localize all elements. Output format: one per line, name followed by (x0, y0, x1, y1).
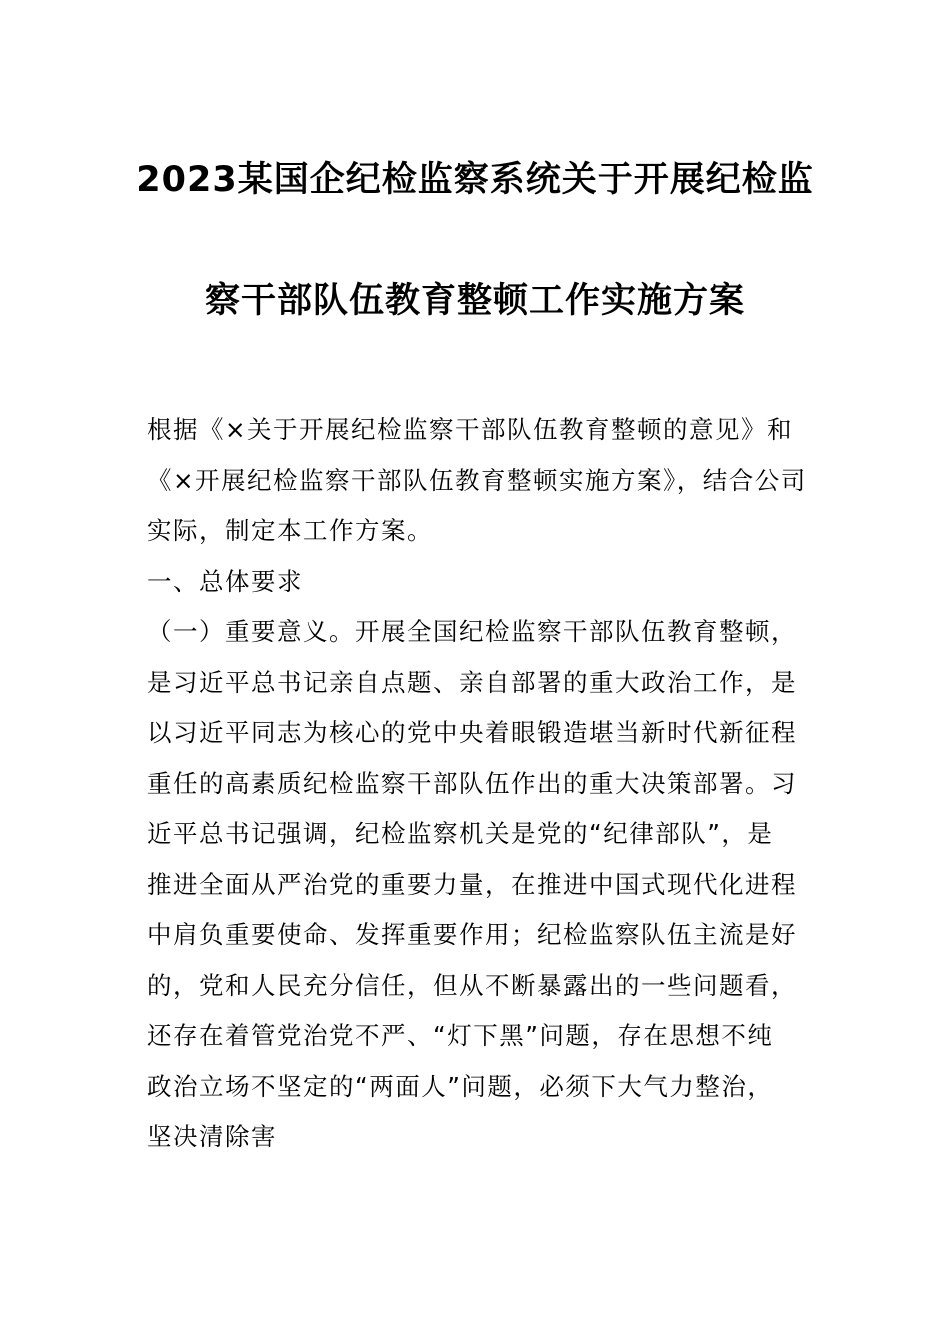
body-line: 中肩负重要使命、发挥重要作用；纪检监察队伍主流是好 (147, 920, 797, 949)
body-line: 是习近平总书记亲自点题、亲自部署的重大政治工作，是 (147, 667, 797, 697)
body-line: 《×开展纪检监察干部队伍教育整顿实施方案》，结合公司 (147, 465, 807, 495)
document-title-line-2: 察干部队伍教育整顿工作实施方案 (204, 281, 745, 321)
document-body (147, 410, 827, 1168)
body-line: 近平总书记强调，纪检监察机关是党的“纪律部队”，是 (147, 819, 774, 848)
body-line: 重任的高素质纪检监察干部队伍作出的重大决策部署。习 (147, 768, 797, 798)
body-line: 推进全面从严治党的重要力量，在推进中国式现代化进程 (147, 869, 797, 899)
body-line: 的，党和人民充分信任，但从不断暴露出的一些问题看， (147, 970, 797, 1000)
body-line: 坚决清除害 (147, 1122, 277, 1151)
body-line: 政治立场不坚定的“两面人”问题，必须下大气力整治， (147, 1071, 774, 1101)
section-heading: 一、总体要求 (147, 566, 303, 596)
document-title-line-1: 2023某国企纪检监察系统关于开展纪检监 (136, 160, 814, 200)
body-line: 以习近平同志为核心的党中央着眼锻造堪当新时代新征程 (147, 718, 797, 747)
body-line: （一）重要意义。开展全国纪检监察干部队伍教育整顿， (147, 617, 797, 646)
body-line: 根据《×关于开展纪检监察干部队伍教育整顿的意见》和 (147, 415, 794, 444)
body-line: 还存在着管党治党不严、“灯下黑”问题，存在思想不纯 (147, 1021, 774, 1050)
body-line: 实际，制定本工作方案。 (147, 516, 433, 545)
